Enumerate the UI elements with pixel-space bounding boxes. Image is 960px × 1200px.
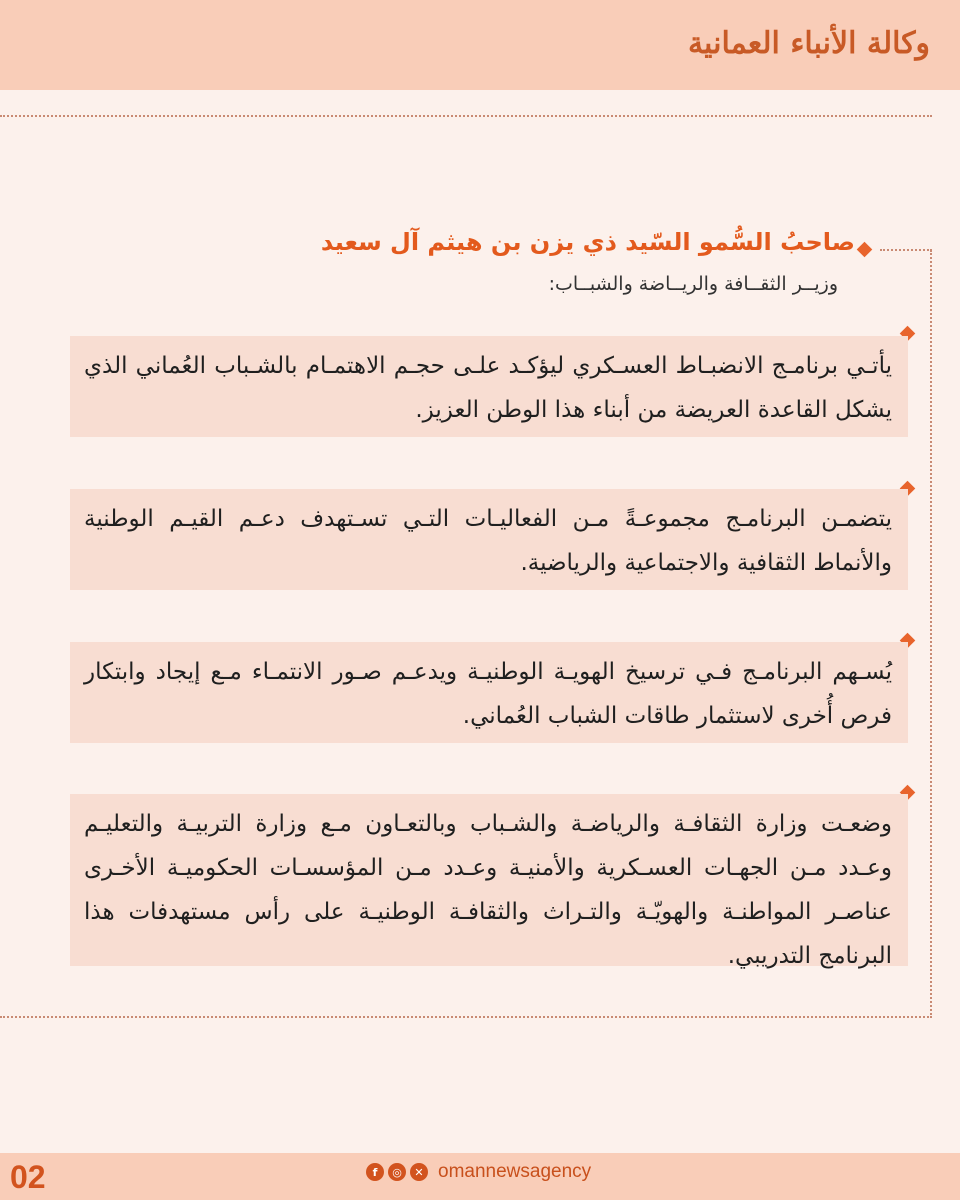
x-icon[interactable]: ✕ bbox=[410, 1163, 428, 1181]
frame-border-top bbox=[0, 115, 932, 117]
facebook-icon[interactable]: f bbox=[366, 1163, 384, 1181]
paragraph-box-1 bbox=[70, 336, 908, 437]
paragraph-box-4 bbox=[70, 794, 908, 969]
author-connector-line bbox=[880, 249, 932, 251]
social-handle[interactable]: omannewsagency bbox=[438, 1161, 592, 1182]
paragraph-2-text: يتضمـن البرنامـج مجموعـةً مـن الفعاليـات التـي تسـتهدف دعـم القيـم الوطنية والأنماط الثقافية والاجتماعية والرياضية. bbox=[84, 506, 892, 576]
paragraph-3-text: يُسـهم البرنامـج فـي ترسيخ الهويـة الوطنيـة ويدعـم صـور الانتمـاء مـع إيجاد وابتكار فرص أُخرى لاستثمار طاقات الشباب العُماني. bbox=[84, 659, 892, 729]
social-handle-group bbox=[366, 1160, 591, 1184]
author-name: صاحبُ السُّمو السّيد ذي يزن بن هيثم آل سعيد bbox=[320, 228, 855, 256]
author-role: وزيــر الثقــافة والريــاضة والشبــاب: bbox=[548, 273, 838, 295]
paragraph-box-2 bbox=[70, 489, 908, 590]
paragraph-1-text: يأتـي برنامـج الانضبـاط العسـكري ليؤكـد علـى حجـم الاهتمـام بالشـباب العُماني الذي يشكل القاعدة العريضة من أبناء هذا الوطن العزيز. bbox=[84, 353, 892, 423]
instagram-icon[interactable]: ◎ bbox=[388, 1163, 406, 1181]
paragraph-4-text: وضعـت وزارة الثقافـة والرياضـة والشـباب وبالتعـاون مـع وزارة التربيـة والتعليـم وعـدد مـن الجهـات العسـكرية والأمنيـة وعـدد مـن المؤسسـات الحكوميـة الأخـرى عناصـر المواطنـة والهويّـة والتـراث والثقافـة الوطنيـة على رأس مستهدفات هذا البرنامج التدريبي. bbox=[84, 811, 892, 969]
frame-border-bottom bbox=[0, 1016, 932, 1018]
author-diamond-icon bbox=[857, 242, 873, 258]
frame-border-right bbox=[930, 250, 932, 1018]
agency-logo: وكالة الأنباء العمانية bbox=[687, 25, 930, 61]
paragraph-box-3 bbox=[70, 642, 908, 743]
page-number: 02 bbox=[10, 1159, 46, 1195]
